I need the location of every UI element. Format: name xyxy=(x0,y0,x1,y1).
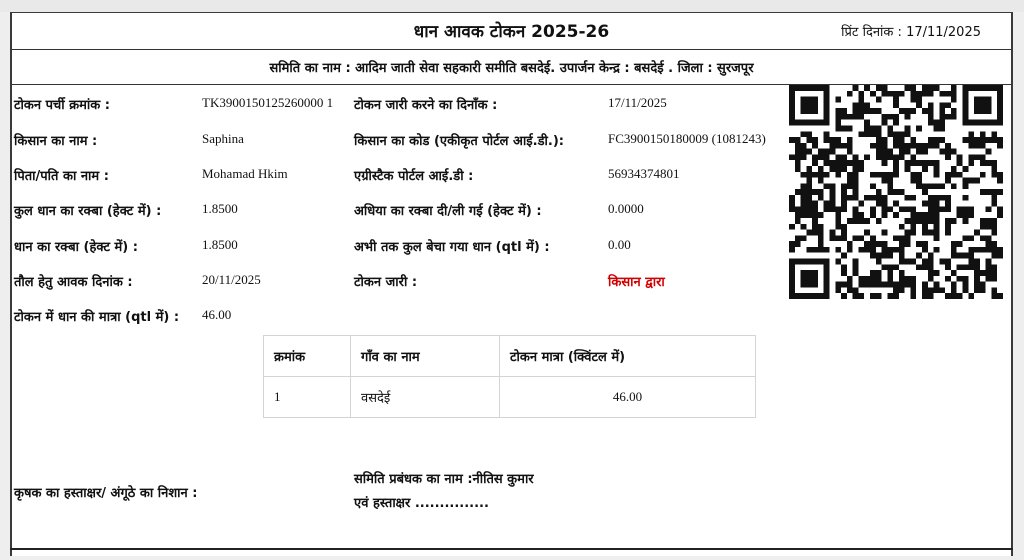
bottom-border xyxy=(10,548,1013,550)
window-top-strip xyxy=(0,0,1024,12)
table-header-row xyxy=(264,336,756,377)
token-issued-value: किसान द्वारा xyxy=(608,275,665,290)
agristack-id-value: 56934374801 xyxy=(608,166,680,181)
cell-serial: 1 xyxy=(264,377,351,418)
sold-so-far-label: अभी तक कुल बेचा गया धान (qtl में) : xyxy=(354,240,550,255)
farmer-code-value: FC3900150180009 (1081243) xyxy=(608,131,766,146)
token-date-label: टोकन जारी करने का दिनाँक : xyxy=(354,98,498,113)
farmer-name-value: Saphina xyxy=(202,131,244,146)
print-date-label: प्रिंट दिनांक : xyxy=(841,25,902,40)
adhiya-area-value: 0.0000 xyxy=(608,201,644,216)
weigh-date-value: 20/11/2025 xyxy=(202,272,261,287)
village-table xyxy=(263,335,756,418)
farmer-name-label: किसान का नाम : xyxy=(14,134,98,149)
cell-token-qty: 46.00 xyxy=(500,377,756,418)
farmer-signature-label: कृषक का हस्ताक्षर/ अंगूठे का निशान : xyxy=(14,486,198,501)
token-qty-value: 46.00 xyxy=(202,307,232,322)
sold-so-far-value: 0.00 xyxy=(608,237,631,252)
header-serial: क्रमांक xyxy=(264,336,351,377)
father-name-value: Mohamad Hkim xyxy=(202,166,288,181)
adhiya-area-label: अधिया का रक्बा दी/ली गई (हेक्ट में) : xyxy=(354,204,542,219)
samiti-row xyxy=(12,50,1011,85)
print-date xyxy=(841,22,981,40)
weigh-date-label: तौल हेतु आवक दिनांक : xyxy=(14,275,133,290)
table-row xyxy=(264,377,756,418)
token-no-value: TK3900150125260000 1 xyxy=(202,95,334,110)
father-name-label: पिता/पति का नाम : xyxy=(14,169,109,184)
paddy-area-value: 1.8500 xyxy=(202,237,238,252)
agristack-id-label: एग्रीस्टैक पोर्टल आई.डी : xyxy=(354,169,474,184)
cell-village: वसदेई xyxy=(351,377,500,418)
token-issued-label: टोकन जारी : xyxy=(354,275,418,290)
paddy-area-label: धान का रक्बा (हेक्ट में) : xyxy=(14,240,138,255)
title-row xyxy=(12,13,1011,50)
farmer-code-label: किसान का कोड (एकीकृत पोर्टल आई.डी.): xyxy=(354,134,565,149)
token-qty-label: टोकन में धान की मात्रा (qtl में) : xyxy=(14,310,180,325)
samiti-info: समिति का नाम : आदिम जाती सेवा सहकारी समीति बसदेई. उपार्जन केन्द्र : बसदेई . जिला : सुरजपूर xyxy=(269,61,754,76)
manager-signature: एवं हस्ताक्षर ............... xyxy=(354,496,489,511)
header-village: गाँव का नाम xyxy=(351,336,500,377)
token-date-value: 17/11/2025 xyxy=(608,95,667,110)
document-title: धान आवक टोकन 2025-26 xyxy=(413,22,610,42)
total-area-value: 1.8500 xyxy=(202,201,238,216)
token-document xyxy=(10,12,1013,556)
qr-code-icon xyxy=(789,85,1003,299)
print-date-value: 17/11/2025 xyxy=(906,25,981,40)
total-area-label: कुल धान का रक्बा (हेक्ट में) : xyxy=(14,204,162,219)
token-no-label: टोकन पर्ची क्रमांक : xyxy=(14,98,111,113)
manager-name: समिति प्रबंधक का नाम :नीतिस कुमार xyxy=(354,472,534,487)
header-token-qty: टोकन मात्रा (क्विंटल में) xyxy=(500,336,756,377)
